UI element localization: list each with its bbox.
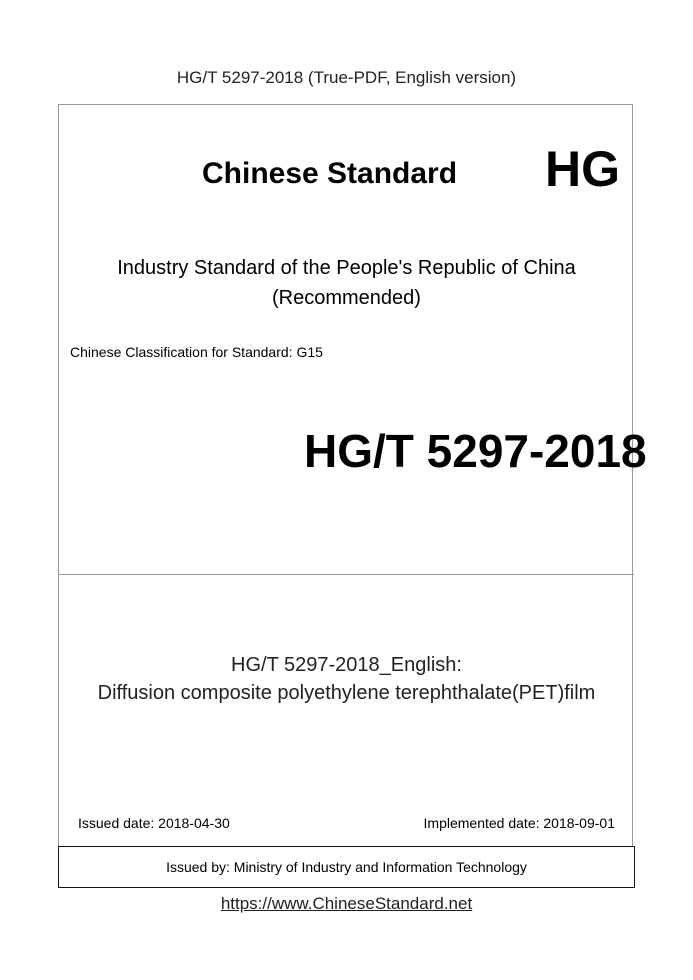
implemented-date: Implemented date: 2018-09-01 <box>423 815 615 831</box>
brand-title: Chinese Standard <box>202 157 458 190</box>
english-title-line-2: Diffusion composite polyethylene terephthalate(PET)film <box>97 682 596 704</box>
english-title-line-1: HG/T 5297-2018_English: <box>231 654 462 676</box>
industry-standard-line: Industry Standard of the People's Republic of China <box>117 257 576 279</box>
cover-divider <box>58 574 634 575</box>
classification-label: Chinese Classification for Standard: G15 <box>70 344 323 360</box>
page-header-title: HG/T 5297-2018 (True-PDF, English version) <box>176 68 517 87</box>
recommended-label: (Recommended) <box>272 287 421 309</box>
issued-by-label: Issued by: Ministry of Industry and Information Technology <box>166 859 527 875</box>
standard-code-prefix: HG <box>545 141 620 197</box>
document-number: HG/T 5297-2018 <box>304 425 647 477</box>
issued-date: Issued date: 2018-04-30 <box>78 815 230 831</box>
cover-frame <box>58 104 633 886</box>
website-link[interactable]: https://www.ChineseStandard.net <box>220 894 473 913</box>
issuer-box <box>58 846 635 888</box>
